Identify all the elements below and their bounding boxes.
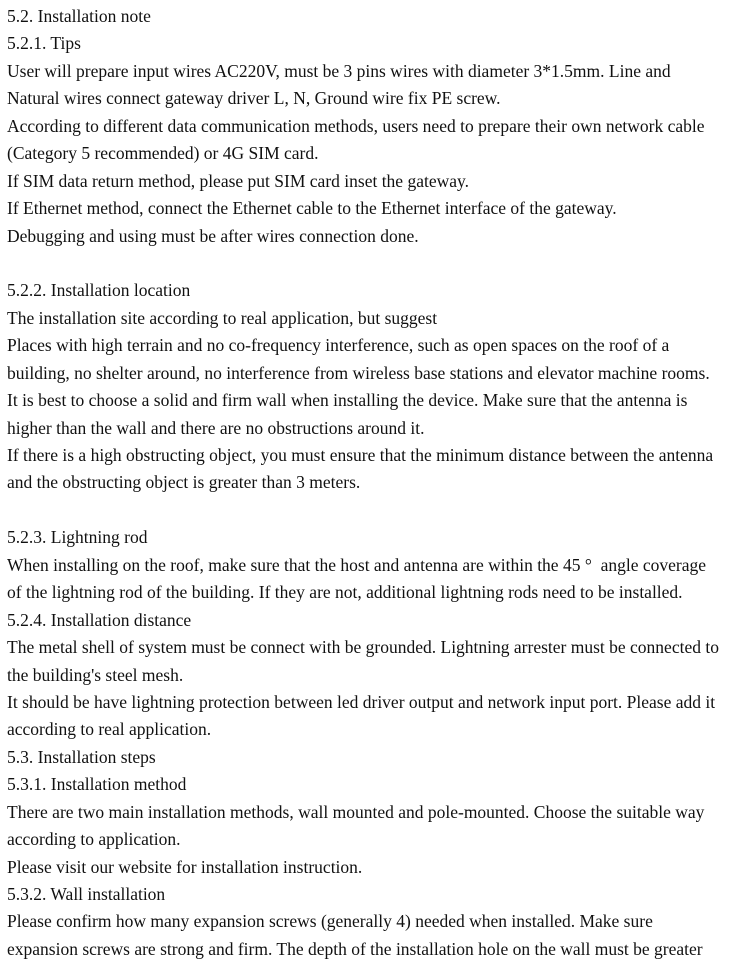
text-line: according to real application.	[7, 719, 212, 740]
heading-5-2-2-installation-location: 5.2.2. Installation location	[7, 280, 191, 301]
text-line: according to application.	[7, 829, 181, 850]
heading-5-2-installation-note: 5.2. Installation note	[7, 6, 151, 26]
blank-line	[7, 497, 744, 524]
heading-5-3-2-wall-installation: 5.3.2. Wall installation	[7, 884, 166, 904]
text-line: expansion screws are strong and firm. The depth of the installation hole on the wall must be greater	[7, 938, 703, 959]
text-line: The installation site according to real application, but suggest	[7, 307, 438, 328]
text-line: Natural wires connect gateway driver L, N, Ground wire fix PE screw.	[7, 88, 501, 109]
text-line: If there is a high obstructing object, you must ensure that the minimum distance between the antenna	[7, 445, 714, 465]
text-line: and the obstructing object is greater than 3 meters.	[7, 472, 361, 493]
text-line: It is best to choose a solid and firm wall when installing the device. Make sure that the antenna is	[7, 390, 688, 411]
text-line: the building's steel mesh.	[7, 664, 184, 685]
text-line: It should be have lightning protection between led driver output and network input port. Please add it	[7, 691, 716, 712]
heading-5-3-1-installation-method: 5.3.1. Installation method	[7, 774, 187, 795]
text-line: higher than the wall and there are no obstructions around it.	[7, 417, 425, 438]
text-line: User will prepare input wires AC220V, must be 3 pins wires with diameter 3*1.5mm. Line and	[7, 60, 671, 81]
text-line: Please confirm how many expansion screws (generally 4) needed when installed. Make sure	[7, 911, 653, 932]
heading-5-3-installation-steps: 5.3. Installation steps	[7, 746, 156, 767]
text-line: Debugging and using must be after wires connection done.	[7, 225, 419, 246]
text-line: If SIM data return method, please put SIM card inset the gateway.	[7, 170, 469, 191]
heading-5-2-4-installation-distance: 5.2.4. Installation distance	[7, 609, 192, 630]
text-line: Places with high terrain and no co-frequency interference, such as open spaces on the roof of a	[7, 335, 670, 356]
text-line: According to different data communication methods, users need to prepare their own network cable	[7, 115, 705, 136]
text-line: (Category 5 recommended) or 4G SIM card.	[7, 143, 319, 164]
text-line: of the lightning rod of the building. If they are not, additional lightning rods need to be installed.	[7, 582, 683, 603]
text-line: The metal shell of system must be connect with be grounded. Lightning arrester must be connected to	[7, 637, 719, 658]
text-line: If Ethernet method, connect the Ethernet cable to the Ethernet interface of the gateway.	[7, 198, 617, 219]
heading-5-2-1-tips: 5.2.1. Tips	[7, 33, 81, 54]
blank-line	[7, 250, 744, 277]
text-line: When installing on the roof, make sure that the host and antenna are within the 45 ° angle coverage	[7, 554, 706, 575]
text-line: There are two main installation methods, wall mounted and pole-mounted. Choose the suitable way	[7, 801, 705, 822]
text-line: Please visit our website for installation instruction.	[7, 856, 363, 877]
text-line: building, no shelter around, no interference from wireless base stations and elevator machine rooms.	[7, 362, 710, 383]
heading-5-2-3-lightning-rod: 5.2.3. Lightning rod	[7, 527, 148, 548]
